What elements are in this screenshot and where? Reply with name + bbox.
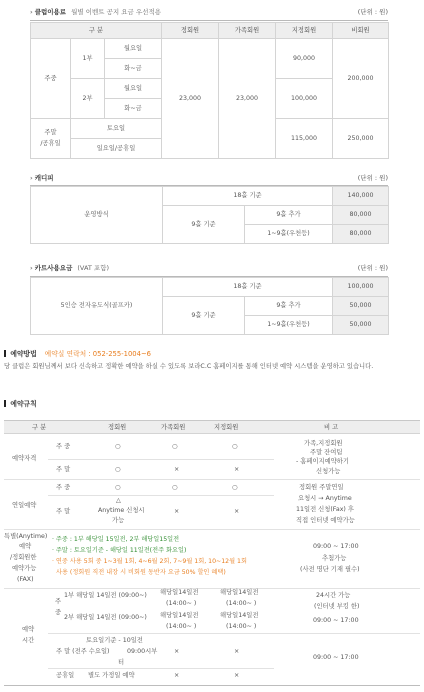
reservation-rules-title: 예약규칙 [10, 400, 37, 408]
rules-qual-weekday-designated: ○ [232, 443, 238, 450]
rules-time-family-2: 해당일14일전 [160, 612, 199, 619]
rules-qual-weekend-designated: × [234, 466, 240, 473]
fees-title [30, 8, 161, 16]
rules-qual-note-2: 주말 잔여팀 [310, 449, 343, 456]
rules-time-weekday-note-2: (인터넷 부킹 한) [314, 603, 360, 610]
rules-time-weekday-part2: 2부 해당일 14일전 (09:00~) [64, 614, 147, 621]
fees-saturday: 토요일 [71, 119, 162, 139]
fees-unit: (단위 : 원) [357, 8, 388, 16]
rules-header-category: 구 분 [32, 424, 47, 431]
rules-header-member: 정회원 [108, 424, 127, 431]
rules-time-designated-2: 해당일14일전 [220, 612, 259, 619]
fees-sunday-holiday: 일요일/공휴일 [71, 139, 162, 159]
rules-qual-note-3: - 홈페이지예약하기 [296, 458, 349, 465]
caddie-section-header [30, 172, 388, 184]
fees-monday-2: 월요일 [105, 79, 162, 99]
rules-section-divider [4, 588, 420, 589]
rules-bottom-divider [4, 685, 420, 686]
rules-consec-note-2: 요청시 → Anytime [298, 495, 352, 502]
rules-special-time: 09:00 ~ 17:00 [313, 543, 359, 550]
rules-consec-weekday-member: ○ [115, 484, 121, 491]
rules-row-divider [48, 633, 420, 634]
fees-nonmember-weekday: 200,000 [333, 39, 389, 119]
rules-consec-anytime-note: Anytime 신청시 [98, 507, 145, 514]
rules-qual-weekday-family: ○ [172, 443, 178, 450]
rules-time-designated-2-time: (14:00~ ) [226, 623, 257, 630]
fees-header-family: 가족회원 [219, 23, 276, 39]
rules-qual-weekday: 주 중 [56, 443, 71, 450]
rules-row-divider [48, 668, 274, 669]
cart-plus9: 9홀 추가 [245, 297, 333, 316]
rules-consec-anytime-note-2: 가능 [112, 517, 125, 524]
rules-consec-weekday-designated: ○ [232, 484, 238, 491]
rules-time-label-2: 시간 [22, 637, 35, 644]
rules-time-weekday-note-3: 09:00 ~ 17:00 [313, 617, 359, 624]
rules-special-label-5: (FAX) [17, 576, 34, 583]
cart-title [30, 264, 109, 272]
rules-time-holiday-text: 별도 가정일 예약 [88, 672, 135, 679]
cart-section-header [30, 262, 388, 274]
caddie-table [30, 186, 389, 244]
rules-special-label-3: /정회원한 [10, 554, 37, 561]
reservation-rules-heading [4, 400, 37, 408]
fees-tue-fri-2: 화~금 [105, 99, 162, 119]
rules-time-weekend-open-2: 터 [118, 659, 125, 666]
rules-time-weekday-label-2: 중 [55, 609, 62, 616]
caddie-plus9: 9홀 추가 [245, 206, 333, 225]
cart-9holes: 9홀 기준 [163, 297, 245, 335]
reservation-method-title: 예약방법 [10, 350, 37, 358]
chevron-right-icon: › [30, 8, 33, 16]
rules-consec-weekend-family: × [174, 508, 180, 515]
rules-time-family-1: 해당일14일전 [160, 589, 199, 596]
rules-header-family: 가족회원 [161, 424, 186, 431]
fees-header-member: 정회원 [162, 23, 219, 39]
rules-time-label-1: 예약 [22, 626, 35, 633]
rules-special-label-4: 예약가능 [12, 565, 37, 572]
rules-time-weekend-open: 09:00시부 [127, 648, 158, 655]
chevron-right-icon: › [30, 174, 33, 182]
rules-table-header [4, 420, 420, 434]
fees-tue-fri: 화~금 [105, 59, 162, 79]
rules-consec-weekend-member: △ [116, 497, 121, 504]
rules-time-weekday-label-1: 주 [55, 598, 62, 605]
fees-divider [30, 20, 388, 21]
rules-time-weekday-part1: 1부 해당일 14일전 (09:00~) [64, 592, 147, 599]
rules-special-note-2: (사전 명단 기재 필수) [300, 566, 360, 573]
fees-table [30, 22, 389, 159]
rules-time-weekend-time: 09:00 ~ 17:00 [313, 654, 359, 661]
caddie-18holes-value: 140,000 [333, 187, 389, 206]
rules-time-weekday-note-1: 24시간 가능 [316, 592, 351, 599]
reservation-method-heading [4, 350, 151, 358]
rules-time-weekend-family: × [174, 648, 180, 655]
rules-consecutive-label: 연일예약 [12, 502, 37, 509]
rules-special-label-2: 예약 [19, 543, 32, 550]
rules-special-label-1: 특별(Anytime) [4, 533, 48, 540]
fees-title-text: 클럽이용료 [34, 8, 67, 16]
rules-special-line-4: 사용 (정회원 직전 내장 시 비회원 동반자 요금 50% 할인 혜택) [56, 569, 226, 576]
rules-qual-note-4: 신청가능 [316, 468, 341, 475]
fees-member-value: 23,000 [162, 39, 219, 159]
caddie-9holes: 9홀 기준 [163, 206, 245, 244]
rules-special-line-2: · 주말 : 토요일기준 - 해당일 11일전(전주 화요일) [52, 547, 187, 554]
rules-qual-weekend: 주 말 [56, 466, 71, 473]
fees-designated-part2: 100,000 [276, 79, 333, 119]
fees-header-category: 구 분 [31, 23, 162, 39]
fees-subtitle: 월별 이벤트 공지 요금 우선적용 [71, 8, 161, 16]
caddie-plus9-value: 80,000 [333, 206, 389, 225]
rules-time-weekend-designated: × [234, 648, 240, 655]
rules-time-family-1-time: (14:00~ ) [166, 600, 197, 607]
fees-designated-part1: 90,000 [276, 39, 333, 79]
rules-header-note: 비 고 [324, 424, 339, 431]
caddie-title-text: 캐디피 [34, 174, 54, 182]
rules-time-weekend-saturday: 토요일기준 - 10일전 [86, 637, 143, 644]
rules-time-holiday-family: × [174, 672, 180, 679]
fees-part2-label: 2부 [71, 79, 105, 119]
fees-family-value: 23,000 [219, 39, 276, 159]
rules-special-line-1: · 주중 : 1부 해당일 15일전, 2부 해당일15일전 [52, 536, 180, 543]
fees-nonmember-weekend: 250,000 [333, 119, 389, 159]
cart-18holes-value: 100,000 [333, 278, 389, 297]
fees-weekday-label: 주중 [31, 39, 71, 119]
rules-qual-weekend-member: ○ [115, 466, 121, 473]
caddie-title [30, 174, 54, 182]
cart-subtitle: (VAT 포함) [77, 264, 110, 272]
rules-consec-weekday-family: ○ [172, 484, 178, 491]
reservation-contact: 예약실 연락처 : 052-255-1004~6 [44, 350, 151, 358]
caddie-1to9: 1~9홀(우천등) [245, 225, 333, 244]
fees-part1-label: 1부 [71, 39, 105, 79]
fees-section-header [30, 6, 388, 18]
rules-qual-weekend-family: × [174, 466, 180, 473]
chevron-right-icon: › [30, 264, 33, 272]
cart-table [30, 277, 389, 335]
cart-plus9-value: 50,000 [333, 297, 389, 316]
rules-time-family-2-time: (14:00~ ) [166, 623, 197, 630]
cart-18holes: 18홀 기준 [163, 278, 333, 297]
rules-time-holiday-label: 공휴일 [56, 672, 75, 679]
rules-time-designated-1-time: (14:00~ ) [226, 600, 257, 607]
caddie-18holes: 18홀 기준 [163, 187, 333, 206]
caddie-1to9-value: 80,000 [333, 225, 389, 244]
rules-special-note-1: 추첨가능 [322, 555, 347, 562]
rules-consec-note-1: 정회원 주말연일 [299, 484, 344, 491]
cart-method: 5인승 전자유도식(골프카) [31, 278, 163, 335]
rules-time-holiday-designated: × [234, 672, 240, 679]
rules-consec-weekday: 주 중 [56, 484, 71, 491]
rules-consec-note-3: 11일전 신청(Fax) 후 [296, 506, 354, 513]
reservation-method-desc: 당 클럽은 회원님께서 보다 신속하고 정확한 예약을 하실 수 있도록 보라C.C 홈페이지를 통해 인터넷 예약 시스템을 운영하고 있습니다. [4, 363, 374, 370]
fees-header-designated: 지정회원 [276, 23, 333, 39]
caddie-method: 운영방식 [31, 187, 163, 244]
rules-header-designated: 지정회원 [214, 424, 239, 431]
rules-section-divider [4, 479, 420, 480]
rules-consec-weekend-designated: × [234, 508, 240, 515]
rules-qual-note-1: 가족,지정회원 [304, 440, 343, 447]
rules-time-weekend-label: 주 말 (전주 수요일) [56, 648, 110, 655]
caddie-unit: (단위 : 원) [357, 174, 388, 182]
rules-row-divider [48, 459, 274, 460]
rules-special-line-3: · 연중 사용 5회 중 1~3월 1회, 4~6월 2회, 7~9월 1회, 10~12월 1회 [52, 558, 247, 565]
fees-monday: 월요일 [105, 39, 162, 59]
rules-qual-weekday-member: ○ [115, 443, 121, 450]
rules-consec-note-4: 직접 인터넷 예약가능 [296, 517, 355, 524]
fees-designated-weekend: 115,000 [276, 119, 333, 159]
rules-consec-weekend: 주 말 [56, 508, 71, 515]
cart-unit: (단위 : 원) [357, 264, 388, 272]
fees-header-nonmember: 비회원 [333, 23, 389, 39]
rules-qualification-label: 예약자격 [12, 455, 37, 462]
rules-row-divider [48, 495, 274, 496]
rules-time-designated-1: 해당일14일전 [220, 589, 259, 596]
fees-weekend-label: 주말 /공휴일 [31, 119, 71, 159]
cart-1to9: 1~9홀(우천등) [245, 316, 333, 335]
cart-title-text: 카트사용요금 [34, 264, 73, 272]
rules-section-divider [4, 529, 420, 530]
cart-1to9-value: 50,000 [333, 316, 389, 335]
